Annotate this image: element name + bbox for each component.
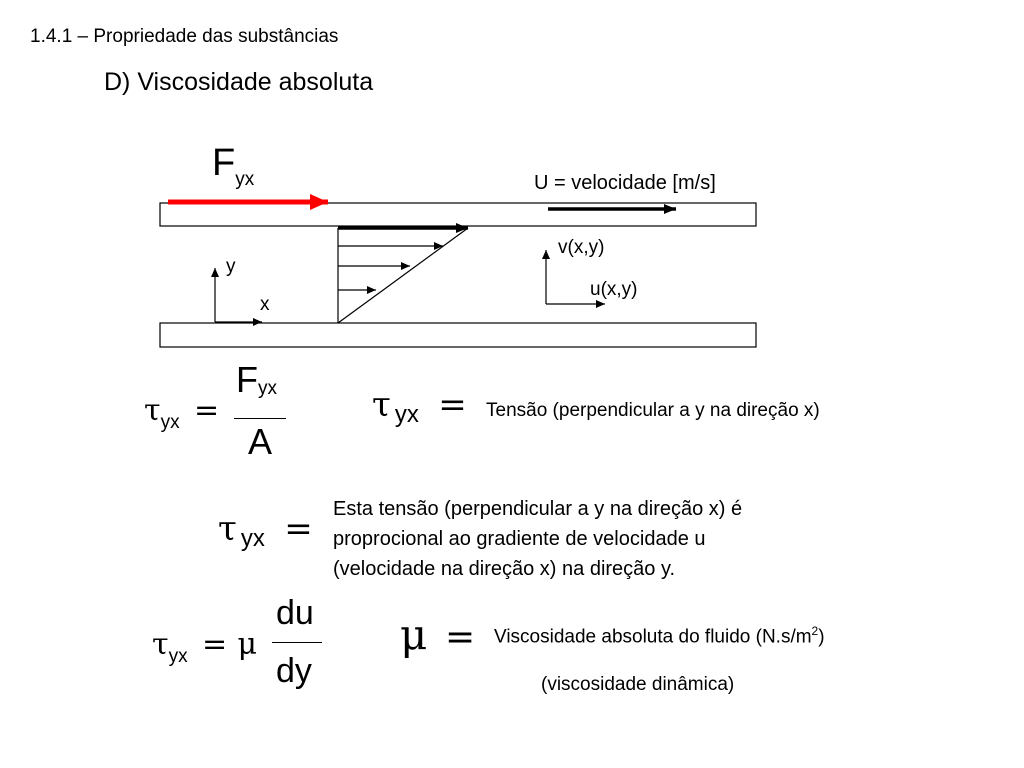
definition-proportionality <box>218 509 313 552</box>
equals-sign: = <box>284 509 313 549</box>
mu-text-close: ) <box>818 626 825 648</box>
force-label-sub: yx <box>235 169 255 190</box>
proportionality-line-3: (velocidade na direção x) na direção y. <box>333 558 676 580</box>
axis-y-label: y <box>226 256 236 277</box>
proportionality-line-1: Esta tensão (perpendicular a y na direção x) é <box>333 498 743 520</box>
force-label <box>212 144 254 189</box>
definition-tau-text: Tensão (perpendicular a y na direção x) <box>486 400 820 421</box>
tau-symbol: τ <box>152 627 169 662</box>
tau-symbol: τ <box>372 385 391 425</box>
definition-mu <box>400 610 476 659</box>
numerator-main: F <box>236 359 258 400</box>
tau-subscript: yx <box>160 412 180 433</box>
derivative-bar <box>272 642 322 643</box>
derivative-numerator: du <box>276 594 314 632</box>
fraction-numerator <box>236 359 277 400</box>
fraction-bar <box>234 418 286 419</box>
equation-newton-viscosity <box>152 627 257 667</box>
definition-tau <box>372 385 467 428</box>
mu-symbol: μ <box>237 627 257 662</box>
definition-mu-text <box>494 624 825 648</box>
profile-line <box>338 228 468 323</box>
top-plate <box>160 203 756 226</box>
tau-subscript: yx <box>168 646 188 667</box>
equation-shear-stress <box>144 393 220 433</box>
bottom-plate <box>160 323 756 347</box>
velocity-label: U = velocidade [m/s] <box>534 172 716 194</box>
page-title: D) Viscosidade absoluta <box>104 68 374 96</box>
mu-text-sup: 2 <box>811 624 819 638</box>
u-component-label: u(x,y) <box>590 279 638 300</box>
mu-text-main: Viscosidade absoluta do fluido (N.s/m <box>494 626 812 648</box>
equals-sign: = <box>444 617 476 658</box>
axis-x-label: x <box>260 294 270 315</box>
proportionality-line-2: proprocional ao gradiente de velocidade u <box>333 528 706 550</box>
tau-subscript: yx <box>240 525 265 552</box>
v-component-label: v(x,y) <box>558 237 605 258</box>
mu-symbol: μ <box>400 610 428 659</box>
tau-symbol: τ <box>144 393 161 428</box>
force-label-main: F <box>212 142 236 184</box>
fraction-denominator: A <box>248 421 273 462</box>
section-heading: 1.4.1 – Propriedade das substâncias <box>30 26 339 47</box>
derivative-denominator: dy <box>276 652 312 690</box>
dynamic-viscosity-note: (viscosidade dinâmica) <box>541 674 735 695</box>
tau-subscript: yx <box>394 401 419 428</box>
proportionality-text <box>333 494 742 584</box>
equals-sign: = <box>438 385 467 425</box>
equals-sign: = <box>193 393 220 428</box>
numerator-sub: yx <box>258 378 277 399</box>
tau-symbol: τ <box>218 509 237 549</box>
equals-sign: = <box>201 627 228 662</box>
